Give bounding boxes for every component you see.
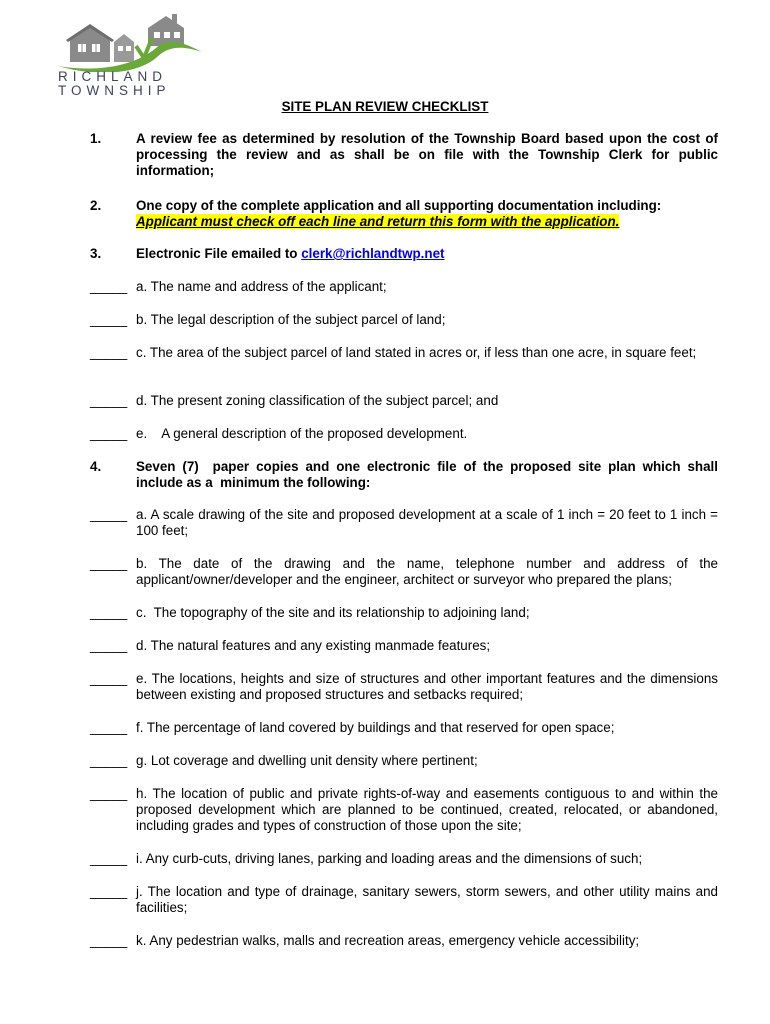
checkbox-blank[interactable]: _____ [90,671,128,686]
section-4-number: 4. [90,459,102,474]
checkbox-blank[interactable]: _____ [90,279,128,294]
checklist-item: f. The percentage of land covered by buildings and that reserved for open space; [136,720,615,735]
checkbox-blank[interactable]: _____ [90,312,128,327]
checkbox-blank[interactable]: _____ [90,884,128,899]
checkbox-blank[interactable]: _____ [90,393,128,408]
logo-text-richland: RICHLAND [58,69,168,84]
checklist-item: c. The topography of the site and its relationship to adjoining land; [136,605,530,620]
checkbox-blank[interactable]: _____ [90,507,128,522]
checklist-item: a. A scale drawing of the site and proposed development at a scale of 1 inch = 20 feet to 1 inch = 100 feet; [136,507,718,538]
checkbox-blank[interactable]: _____ [90,851,128,866]
houses-logo-icon [52,12,212,72]
clerk-email-link[interactable]: clerk@richlandtwp.net [301,246,445,261]
section-2-text: One copy of the complete application and all supporting documentation including: [136,198,662,213]
section-2-number: 2. [90,198,102,213]
checklist-item: h. The location of public and private rights-of-way and easements contiguous to and within the proposed development which are planned to be continued, created, relocated, or abandoned, including grades and types of construction of those upon the site; [136,786,718,833]
checklist-item: e. The locations, heights and size of structures and other important features and the dimensions between existing and proposed structures and setbacks required; [136,671,718,702]
section-1-number: 1. [90,131,102,146]
checklist-item: d. The present zoning classification of the subject parcel; and [136,393,499,408]
checklist-item: j. The location and type of drainage, sanitary sewers, storm sewers, and other utility mains and facilities; [136,884,718,915]
richland-township-logo [52,12,212,98]
checkbox-blank[interactable]: _____ [90,786,128,801]
section-2-block [136,198,718,230]
section-3-text: Electronic File emailed to [136,246,302,261]
section-4-text: Seven (7) paper copies and one electronic file of the proposed site plan which shall include as a minimum the following: [136,459,722,490]
checkbox-blank[interactable]: _____ [90,753,128,768]
checklist-item: g. Lot coverage and dwelling unit density where pertinent; [136,753,478,768]
checkbox-blank[interactable]: _____ [90,638,128,653]
checkbox-blank[interactable]: _____ [90,720,128,735]
logo-text-township: TOWNSHIP [58,83,171,98]
checklist-item: e. A general description of the proposed development. [136,426,468,441]
section-3-block [136,246,718,262]
checkbox-blank[interactable]: _____ [90,345,128,360]
checkbox-blank[interactable]: _____ [90,556,128,571]
checkbox-blank[interactable]: _____ [90,605,128,620]
checklist-item: k. Any pedestrian walks, malls and recreation areas, emergency vehicle accessibility; [136,933,640,948]
checkbox-blank[interactable]: _____ [90,426,128,441]
page-title: SITE PLAN REVIEW CHECKLIST [281,99,489,114]
checklist-item: b. The legal description of the subject parcel of land; [136,312,446,327]
section-3-number: 3. [90,246,102,261]
checklist-item: c. The area of the subject parcel of land stated in acres or, if less than one acre, in square feet; [136,345,697,360]
applicant-instruction-highlight: Applicant must check off each line and return this form with the application. [136,214,620,229]
section-1-text: A review fee as determined by resolution of the Township Board based upon the cost of processing the review and as shall be on file with the Township Clerk for public information; [136,131,718,178]
checklist-item: b. The date of the drawing and the name, telephone number and address of the applicant/owner/developer and the engineer, architect or surveyor who prepared the plans; [136,556,718,587]
checklist-item: d. The natural features and any existing manmade features; [136,638,491,653]
checklist-item: a. The name and address of the applicant; [136,279,387,294]
checklist-item: i. Any curb-cuts, driving lanes, parking and loading areas and the dimensions of such; [136,851,643,866]
checkbox-blank[interactable]: _____ [90,933,128,948]
